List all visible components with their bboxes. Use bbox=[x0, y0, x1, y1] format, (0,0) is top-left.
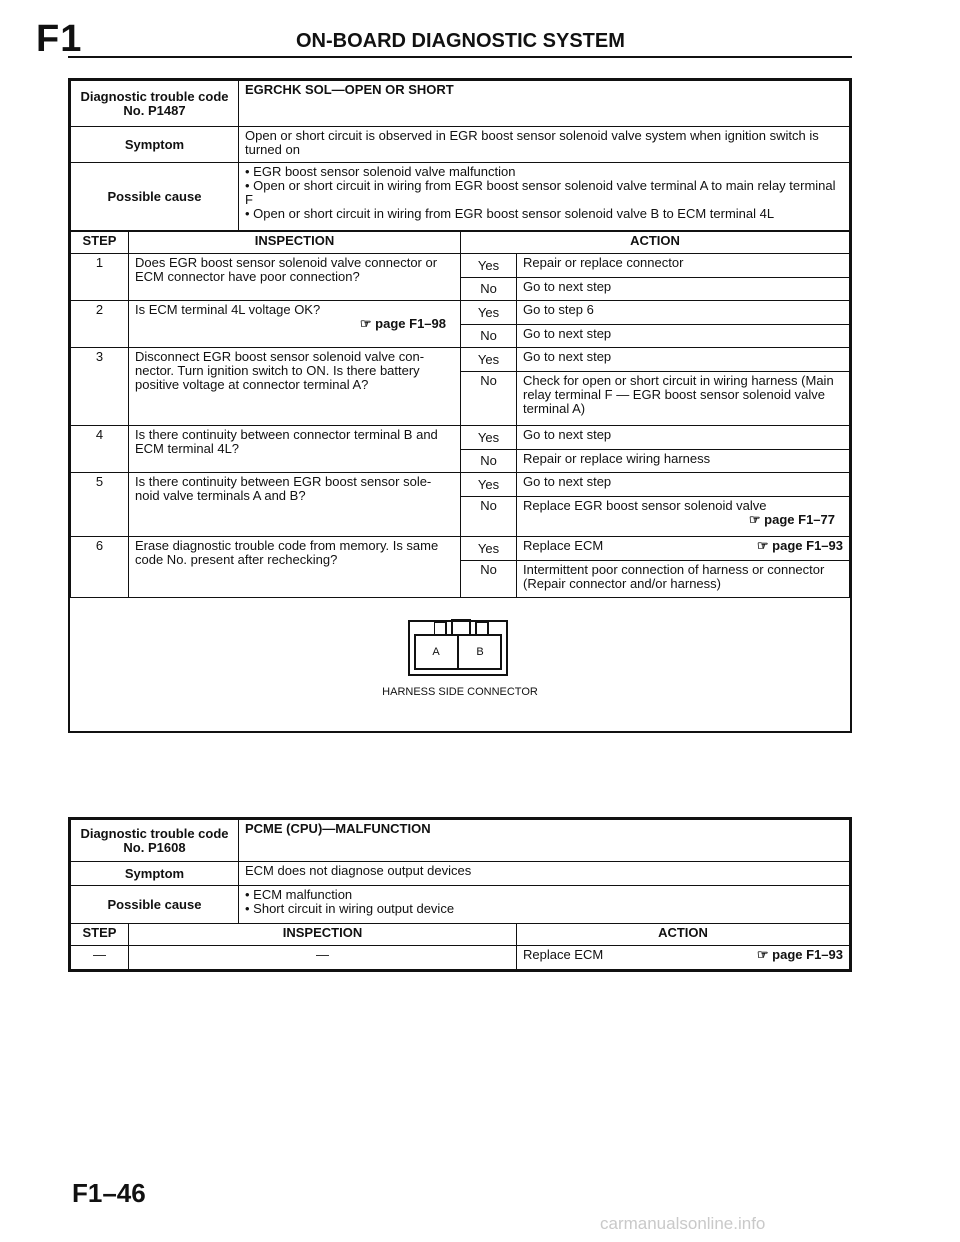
yes-action bbox=[517, 537, 850, 561]
step-number: 5 bbox=[71, 473, 129, 537]
cause-item: • Open or short circuit in wiring from EGR boost sensor solenoid valve B to ECM terminal 4L bbox=[245, 207, 843, 221]
yes-label: Yes bbox=[461, 537, 517, 561]
action-text: Replace ECM bbox=[523, 947, 604, 962]
col-step: STEP bbox=[71, 232, 129, 254]
no-action: Repair or replace wiring harness bbox=[517, 450, 850, 473]
yes-action: Go to next step bbox=[517, 473, 850, 497]
dtc1-code-label: Diagnostic trouble code No. P1487 bbox=[71, 81, 239, 127]
yes-action: Go to step 6 bbox=[517, 301, 850, 325]
step-inspection: — bbox=[129, 946, 517, 970]
col-inspection: INSPECTION bbox=[129, 232, 461, 254]
dtc1-symptom-label: Symptom bbox=[71, 127, 239, 163]
step-number: — bbox=[71, 946, 129, 970]
dtc2-code-label: Diagnostic trouble code No. P1608 bbox=[71, 820, 239, 862]
yes-action: Go to next step bbox=[517, 426, 850, 450]
dtc1-title: EGRCHK SOL—OPEN OR SHORT bbox=[239, 81, 850, 127]
step-number: 4 bbox=[71, 426, 129, 473]
no-label: No bbox=[461, 561, 517, 598]
no-label: No bbox=[461, 497, 517, 537]
dtc1-causes bbox=[239, 163, 850, 231]
no-label: No bbox=[461, 278, 517, 301]
inspection-text: Is ECM terminal 4L voltage OK? bbox=[135, 302, 321, 317]
yes-label: Yes bbox=[461, 426, 517, 450]
col-action: ACTION bbox=[517, 924, 850, 946]
dtc2-steps-table bbox=[70, 923, 850, 970]
dtc1-cause-label: Possible cause bbox=[71, 163, 239, 231]
action-text: Replace EGR boost sensor solenoid valve bbox=[523, 498, 767, 513]
header-rule bbox=[68, 56, 852, 58]
yes-action: Go to next step bbox=[517, 348, 850, 372]
cause-item: • ECM malfunction bbox=[245, 888, 843, 902]
no-action: Check for open or short circuit in wiring harness (Main relay terminal F — EGR boost sensor solenoid valve terminal A) bbox=[517, 372, 850, 426]
step-inspection: Does EGR boost sensor solenoid valve connector or ECM connector have poor connection? bbox=[129, 254, 461, 301]
dtc2-symptom-label: Symptom bbox=[71, 862, 239, 886]
connector-caption: HARNESS SIDE CONNECTOR bbox=[382, 686, 538, 698]
dtc1-steps-table bbox=[70, 231, 850, 598]
step-number: 1 bbox=[71, 254, 129, 301]
cause-item: • Short circuit in wiring output device bbox=[245, 902, 843, 916]
step-inspection: Erase diagnostic trouble code from memory. Is same code No. present after rechecking? bbox=[129, 537, 461, 598]
step-action bbox=[517, 946, 850, 970]
no-label: No bbox=[461, 325, 517, 348]
no-action: Go to next step bbox=[517, 325, 850, 348]
no-label: No bbox=[461, 372, 517, 426]
step-number: 6 bbox=[71, 537, 129, 598]
watermark: carmanualsonline.info bbox=[600, 1214, 766, 1233]
cause-item: • Open or short circuit in wiring from EGR boost sensor solenoid valve terminal A to main relay terminal F bbox=[245, 179, 843, 207]
pin-b: B bbox=[476, 646, 484, 658]
dtc2-causes bbox=[239, 886, 850, 924]
dtc2-cause-label: Possible cause bbox=[71, 886, 239, 924]
no-action bbox=[517, 497, 850, 537]
page-reference: ☞ page F1–77 bbox=[748, 512, 835, 527]
no-action: Go to next step bbox=[517, 278, 850, 301]
connector-diagram bbox=[68, 596, 852, 732]
page-number: F1–46 bbox=[72, 1178, 146, 1208]
action-text: Replace ECM bbox=[523, 538, 604, 553]
step-inspection: Is there continuity between EGR boost sensor sole-noid valve terminals A and B? bbox=[129, 473, 461, 537]
col-inspection: INSPECTION bbox=[129, 924, 517, 946]
dtc2-info-table bbox=[70, 819, 850, 924]
no-action: Intermittent poor connection of harness or connector (Repair connector and/or harness) bbox=[517, 561, 850, 598]
step-inspection: Disconnect EGR boost sensor solenoid valve con-nector. Turn ignition switch to ON. Is there battery positive voltage at connector terminal A? bbox=[129, 348, 461, 426]
dtc1-info-table bbox=[70, 80, 850, 231]
yes-label: Yes bbox=[461, 348, 517, 372]
pin-a: A bbox=[432, 646, 440, 658]
step-number: 3 bbox=[71, 348, 129, 426]
cause-item: • EGR boost sensor solenoid valve malfunction bbox=[245, 165, 843, 179]
col-action: ACTION bbox=[461, 232, 850, 254]
step-inspection bbox=[129, 301, 461, 348]
page-reference: ☞ page F1–98 bbox=[359, 316, 446, 331]
no-label: No bbox=[461, 450, 517, 473]
yes-label: Yes bbox=[461, 473, 517, 497]
step-number: 2 bbox=[71, 301, 129, 348]
page-reference: ☞ page F1–93 bbox=[756, 947, 843, 962]
page-title: ON-BOARD DIAGNOSTIC SYSTEM bbox=[296, 30, 625, 52]
step-inspection: Is there continuity between connector terminal B and ECM terminal 4L? bbox=[129, 426, 461, 473]
dtc1-symptom: Open or short circuit is observed in EGR boost sensor solenoid valve system when ignition switch is turned on bbox=[239, 127, 850, 163]
dtc2-symptom: ECM does not diagnose output devices bbox=[239, 862, 850, 886]
yes-label: Yes bbox=[461, 301, 517, 325]
page-reference: ☞ page F1–93 bbox=[756, 538, 843, 553]
col-step: STEP bbox=[71, 924, 129, 946]
dtc2-title: PCME (CPU)—MALFUNCTION bbox=[239, 820, 850, 862]
yes-label: Yes bbox=[461, 254, 517, 278]
section-code: F1 bbox=[36, 18, 83, 60]
yes-action: Repair or replace connector bbox=[517, 254, 850, 278]
